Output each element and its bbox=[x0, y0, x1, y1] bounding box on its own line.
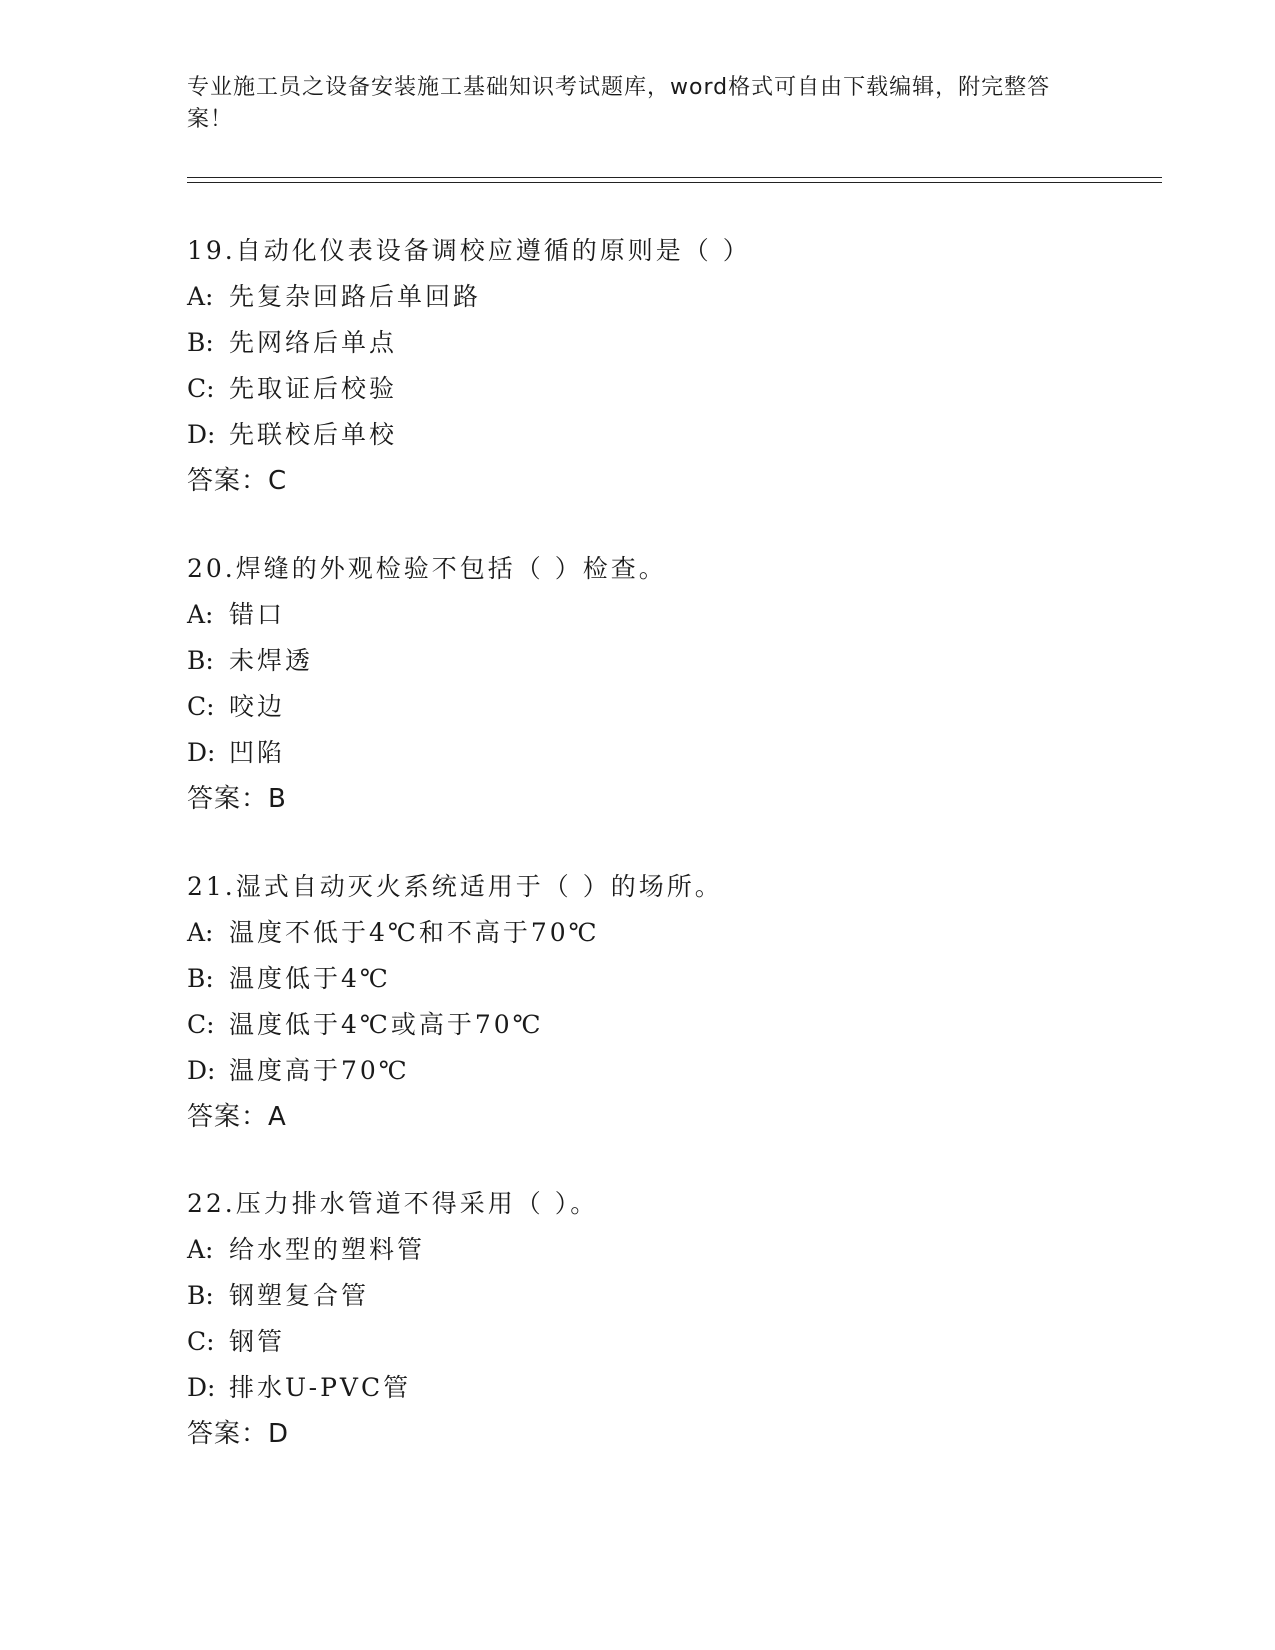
option-text: 排水U-PVC管 bbox=[229, 1373, 412, 1402]
option-text: 凹陷 bbox=[229, 738, 286, 767]
question-stem: 19.自动化仪表设备调校应遵循的原则是（ ） bbox=[187, 236, 751, 265]
option-letter: C: bbox=[187, 692, 215, 721]
option-d bbox=[187, 412, 1162, 458]
option-d bbox=[187, 1365, 1162, 1411]
option-letter: D: bbox=[187, 420, 216, 449]
question-20 bbox=[187, 546, 1162, 822]
option-d bbox=[187, 1048, 1162, 1094]
question-19 bbox=[187, 228, 1162, 504]
answer-label: 答案：A bbox=[187, 1102, 287, 1132]
option-a bbox=[187, 1227, 1162, 1273]
option-b bbox=[187, 956, 1162, 1002]
option-letter: A: bbox=[187, 282, 214, 311]
option-text: 温度低于4℃ bbox=[229, 964, 391, 993]
option-c bbox=[187, 684, 1162, 730]
option-c bbox=[187, 1002, 1162, 1048]
question-21 bbox=[187, 864, 1162, 1140]
option-text: 先网络后单点 bbox=[229, 328, 398, 357]
option-text: 先复杂回路后单回路 bbox=[229, 282, 482, 311]
option-letter: B: bbox=[187, 328, 214, 357]
option-text: 错口 bbox=[229, 600, 286, 629]
option-text: 先取证后校验 bbox=[229, 374, 398, 403]
answer-label: 答案：B bbox=[187, 784, 287, 814]
option-text: 温度低于4℃或高于70℃ bbox=[229, 1010, 544, 1039]
question-stem: 22.压力排水管道不得采用（ ）。 bbox=[187, 1189, 599, 1218]
option-text: 钢塑复合管 bbox=[229, 1281, 370, 1310]
answer-label: 答案：C bbox=[187, 466, 288, 496]
option-text: 未焊透 bbox=[229, 646, 314, 675]
question-stem: 21.湿式自动灭火系统适用于（ ）的场所。 bbox=[187, 872, 723, 901]
answer-label: 答案：D bbox=[187, 1419, 290, 1449]
option-letter: A: bbox=[187, 600, 214, 629]
option-letter: A: bbox=[187, 918, 214, 947]
option-text: 温度高于70℃ bbox=[229, 1056, 410, 1085]
option-letter: A: bbox=[187, 1235, 214, 1264]
option-b bbox=[187, 1273, 1162, 1319]
option-d bbox=[187, 730, 1162, 776]
option-a bbox=[187, 274, 1162, 320]
option-letter: B: bbox=[187, 646, 214, 675]
option-text: 咬边 bbox=[229, 692, 286, 721]
option-letter: B: bbox=[187, 964, 214, 993]
question-stem: 20.焊缝的外观检验不包括（ ）检查。 bbox=[187, 554, 667, 583]
question-22 bbox=[187, 1181, 1162, 1457]
option-letter: D: bbox=[187, 1373, 216, 1402]
option-letter: D: bbox=[187, 1056, 216, 1085]
option-b bbox=[187, 638, 1162, 684]
option-letter: C: bbox=[187, 374, 215, 403]
option-b bbox=[187, 320, 1162, 366]
option-c bbox=[187, 366, 1162, 412]
option-letter: C: bbox=[187, 1327, 215, 1356]
option-a bbox=[187, 910, 1162, 956]
option-text: 温度不低于4℃和不高于70℃ bbox=[229, 918, 600, 947]
option-letter: C: bbox=[187, 1010, 215, 1039]
header-divider-top bbox=[187, 177, 1162, 178]
option-a bbox=[187, 592, 1162, 638]
document-header: 专业施工员之设备安装施工基础知识考试题库，word格式可自由下载编辑，附完整答案！ bbox=[187, 75, 1051, 132]
option-c bbox=[187, 1319, 1162, 1365]
header-divider-bottom bbox=[187, 182, 1162, 183]
option-text: 先联校后单校 bbox=[229, 420, 398, 449]
option-letter: D: bbox=[187, 738, 216, 767]
option-letter: B: bbox=[187, 1281, 214, 1310]
option-text: 钢管 bbox=[229, 1327, 286, 1356]
option-text: 给水型的塑料管 bbox=[229, 1235, 426, 1264]
